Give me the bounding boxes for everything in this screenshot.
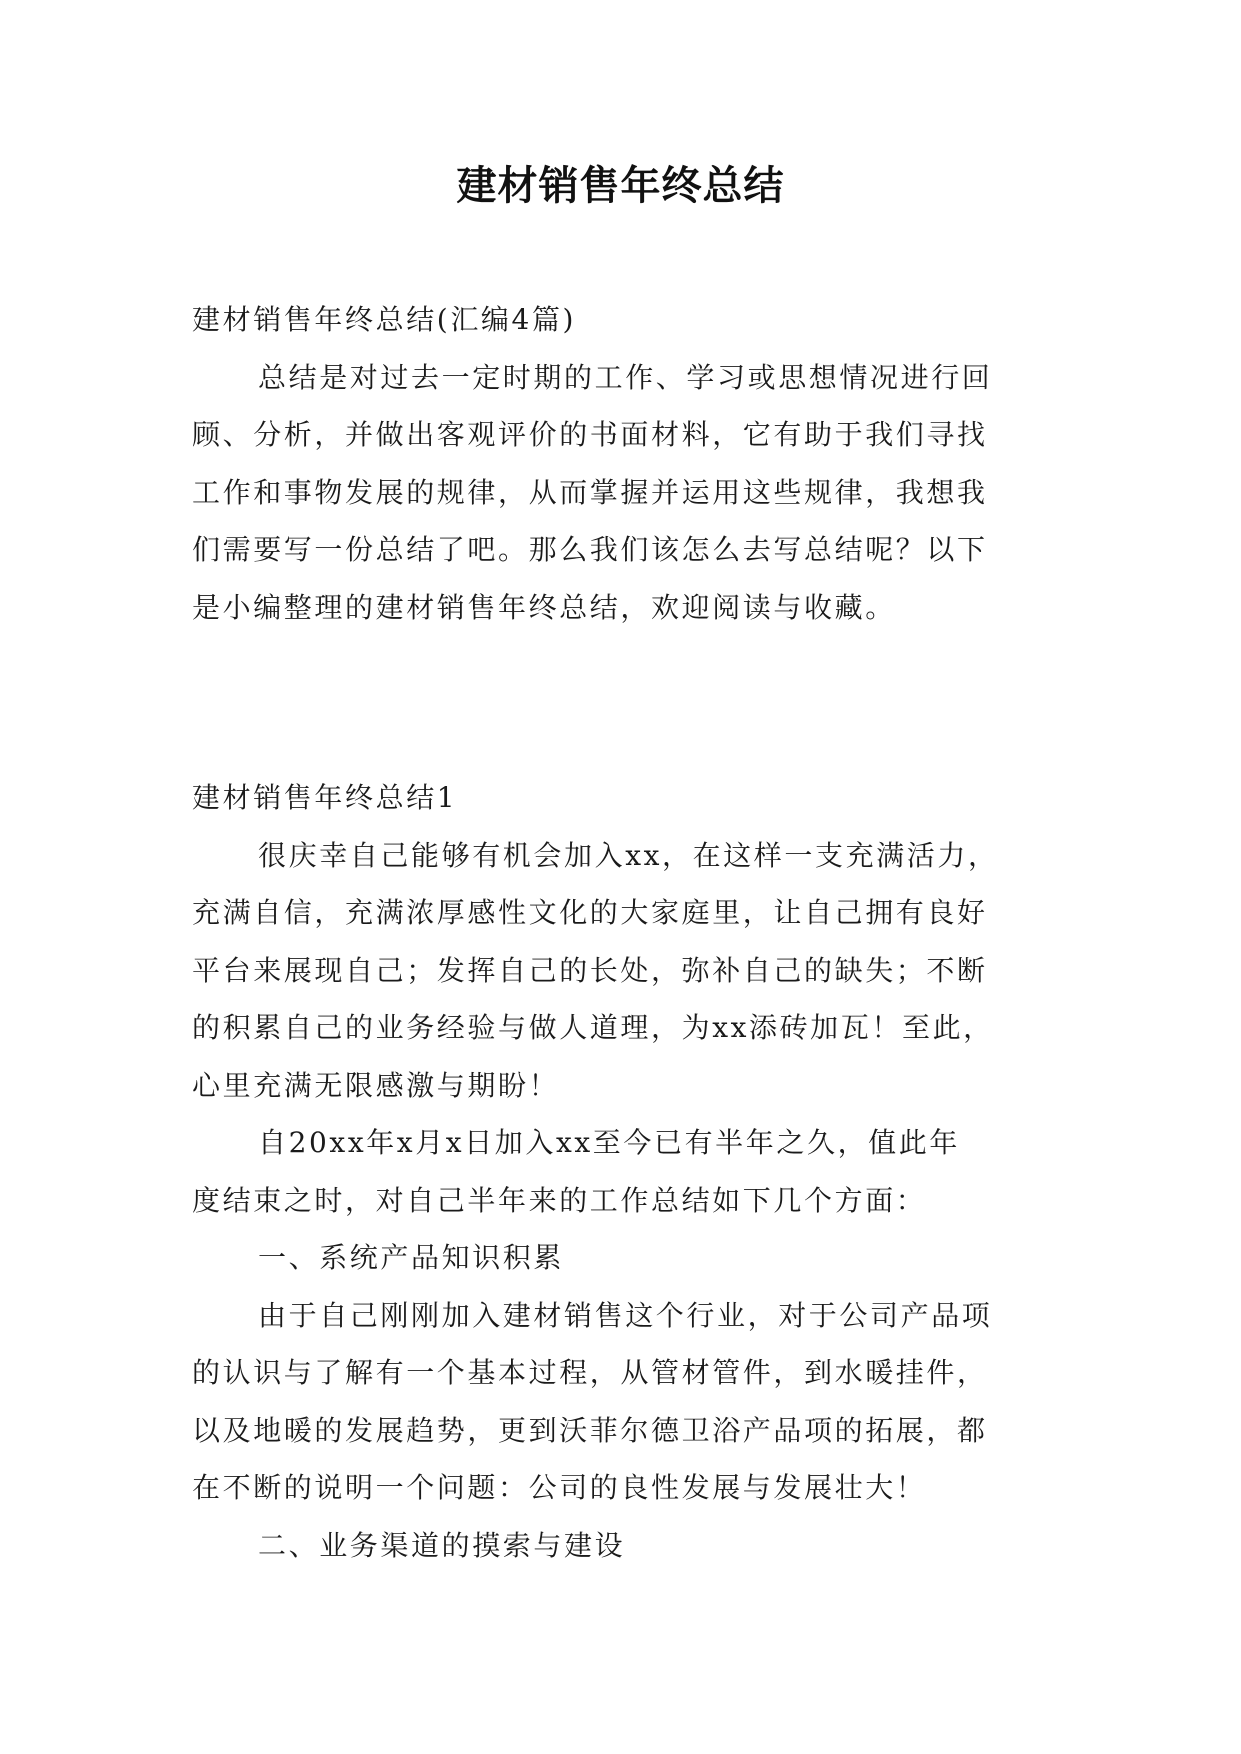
intro-line: 是小编整理的建材销售年终总结，欢迎阅读与收藏。 — [192, 590, 896, 624]
paragraph-line: 度结束之时，对自己半年来的工作总结如下几个方面： — [192, 1183, 927, 1217]
document-title: 建材销售年终总结 — [456, 163, 785, 209]
section-spacer — [192, 636, 1062, 769]
paragraph-line: 自20xx年x月x日加入xx至今已有半年之久，值此年 — [258, 1126, 960, 1159]
paragraph-line: 的积累自己的业务经验与做人道理，为xx添砖加瓦！至此， — [192, 1011, 994, 1044]
subsection-heading: 二、业务渠道的摸索与建设 — [258, 1528, 626, 1562]
subsection-heading: 一、系统产品知识积累 — [258, 1241, 565, 1274]
paragraph-line: 的认识与了解有一个基本过程，从管材管件，到水暖挂件， — [192, 1356, 988, 1389]
document-body — [192, 291, 1062, 1574]
paragraph-line: 在不断的说明一个问题：公司的良性发展与发展壮大！ — [192, 1471, 927, 1504]
paragraph-line: 以及地暖的发展趋势，更到沃菲尔德卫浴产品项的拓展，都 — [192, 1413, 988, 1447]
intro-line: 顾、分析，并做出客观评价的书面材料，它有助于我们寻找 — [192, 418, 988, 451]
intro-line: 们需要写一份总结了吧。那么我们该怎么去写总结呢？以下 — [192, 533, 988, 566]
paragraph-line: 由于自己刚刚加入建材销售这个行业，对于公司产品项 — [258, 1298, 993, 1332]
document-subtitle: 建材销售年终总结(汇编4篇) — [192, 303, 577, 336]
paragraph-line: 充满自信，充满浓厚感性文化的大家庭里，让自己拥有良好 — [192, 896, 988, 929]
intro-line: 工作和事物发展的规律，从而掌握并运用这些规律，我想我 — [192, 475, 988, 509]
intro-line: 总结是对过去一定时期的工作、学习或思想情况进行回 — [258, 360, 993, 394]
paragraph-line: 很庆幸自己能够有机会加入xx，在这样一支充满活力， — [258, 838, 999, 872]
paragraph-line: 平台来展现自己；发挥自己的长处，弥补自己的缺失；不断 — [192, 953, 988, 987]
section-heading: 建材销售年终总结1 — [192, 781, 458, 814]
paragraph-line: 心里充满无限感激与期盼！ — [192, 1068, 560, 1102]
